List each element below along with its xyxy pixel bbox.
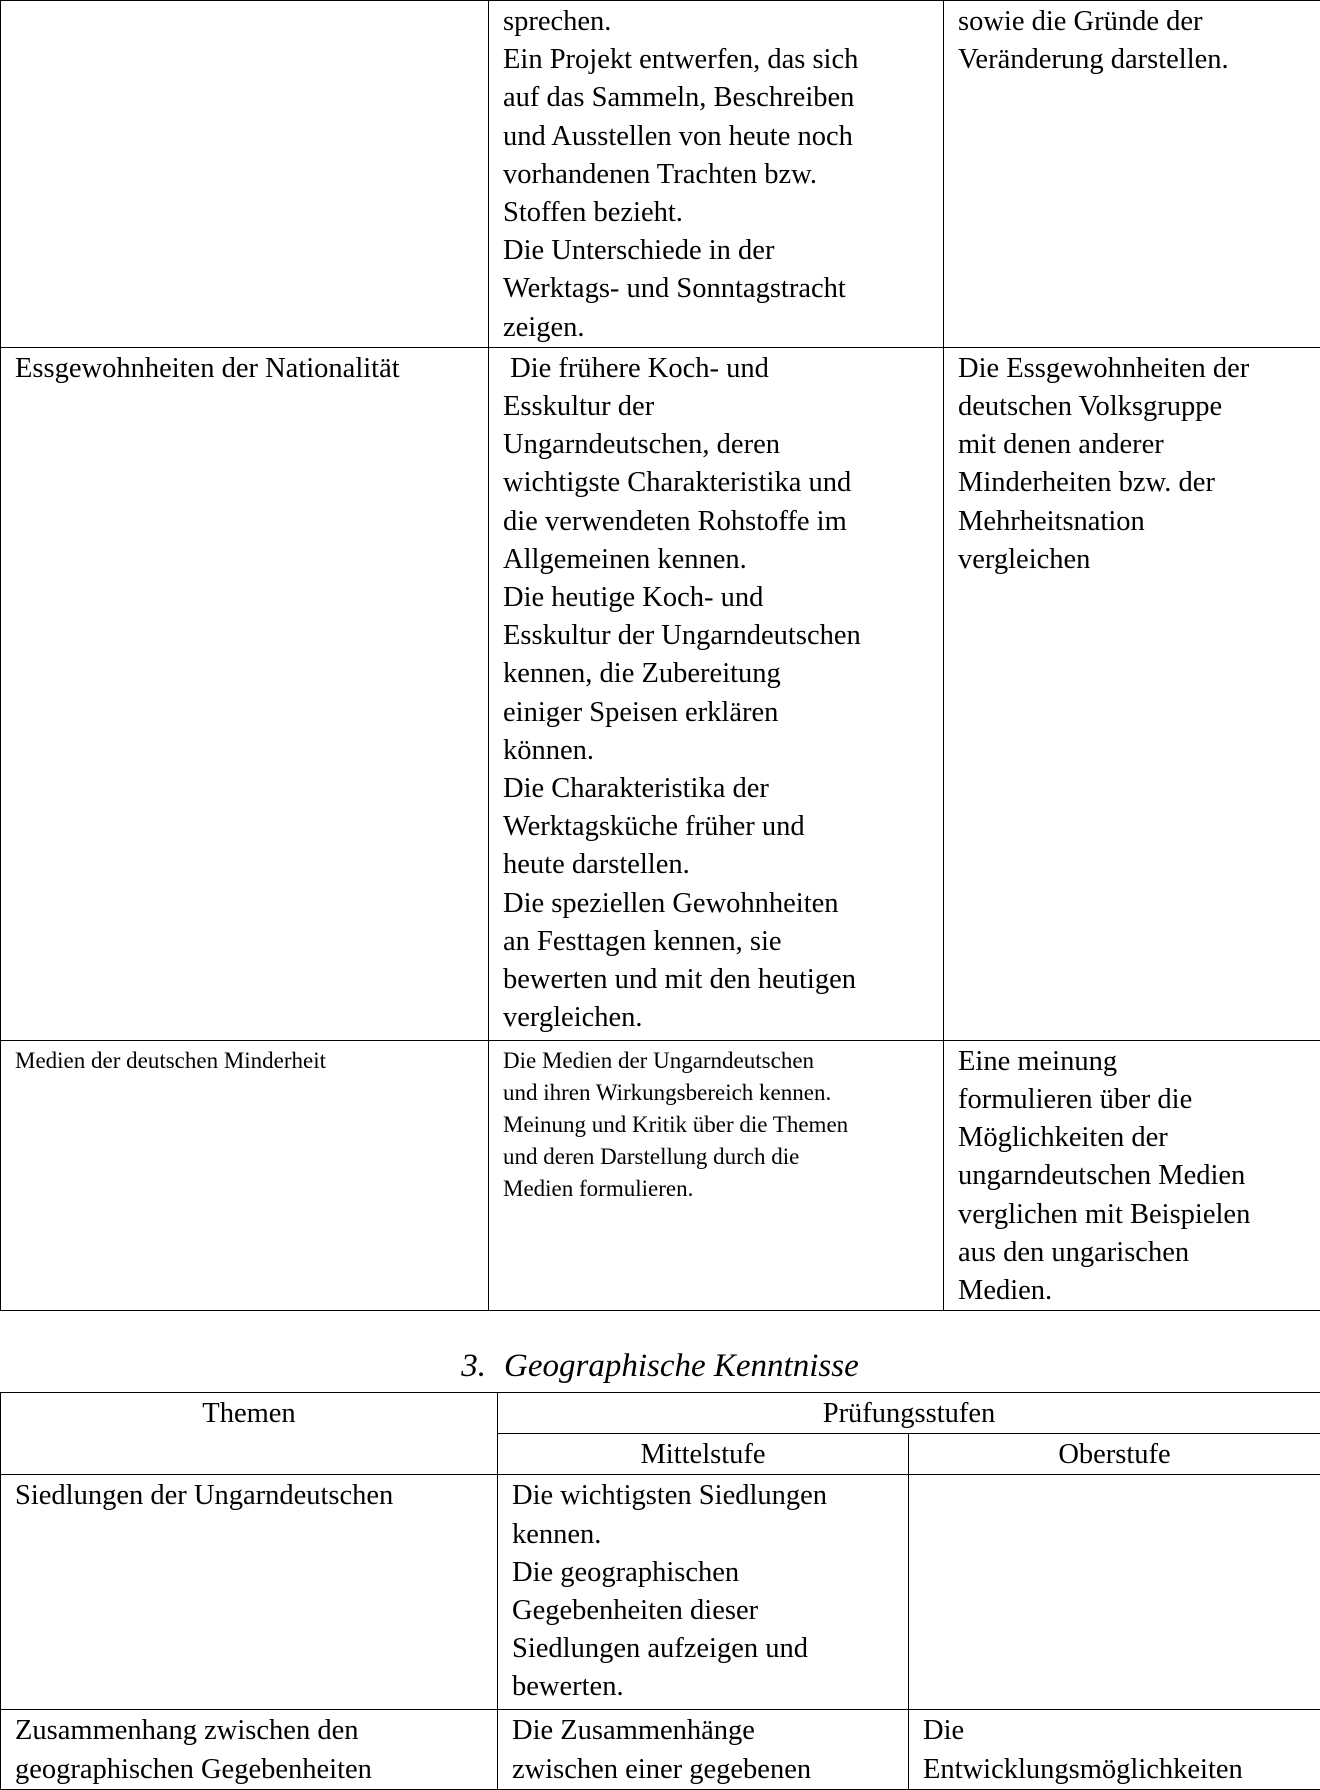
cell-line: ungarndeutschen Medien bbox=[958, 1157, 1320, 1195]
section-number: 3. bbox=[461, 1348, 486, 1384]
header-label: Prüfungsstufen bbox=[498, 1395, 1320, 1433]
topic-cell bbox=[1, 1, 489, 348]
cell-line: vorhandenen Trachten bzw. bbox=[503, 156, 943, 194]
cell-line: Gegebenheiten dieser bbox=[512, 1592, 908, 1630]
cell-line: deutschen Volksgruppe bbox=[958, 388, 1320, 426]
cell-line: aus den ungarischen bbox=[958, 1234, 1320, 1272]
upper-level-cell bbox=[944, 1040, 1320, 1310]
cell-line: wichtigste Charakteristika und bbox=[503, 464, 943, 502]
table-row bbox=[1, 1, 1320, 348]
header-label: Oberstufe bbox=[909, 1436, 1320, 1474]
curriculum-table-geography bbox=[0, 1392, 1320, 1790]
cell-line: Entwicklungsmöglichkeiten bbox=[923, 1751, 1320, 1789]
cell-line: Möglichkeiten der bbox=[958, 1119, 1320, 1157]
cell-line: Zusammenhang zwischen den bbox=[15, 1712, 497, 1750]
middle-level-cell bbox=[489, 347, 944, 1040]
middle-level-cell bbox=[489, 1040, 944, 1310]
cell-line: Stoffen bezieht. bbox=[503, 194, 943, 232]
cell-line: sowie die Gründe der bbox=[958, 3, 1320, 41]
cell-line: Die Unterschiede in der bbox=[503, 232, 943, 270]
upper-level-cell bbox=[909, 1475, 1320, 1710]
cell-line: Siedlungen aufzeigen und bbox=[512, 1630, 908, 1668]
header-middle-level bbox=[498, 1434, 909, 1475]
middle-level-cell bbox=[498, 1710, 909, 1790]
cell-line: Ein Projekt entwerfen, das sich bbox=[503, 41, 943, 79]
table-row bbox=[1, 1710, 1320, 1790]
cell-line: Veränderung darstellen. bbox=[958, 41, 1320, 79]
cell-line: Die bbox=[923, 1712, 1320, 1750]
cell-line: formulieren über die bbox=[958, 1081, 1320, 1119]
cell-line: verglichen mit Beispielen bbox=[958, 1196, 1320, 1234]
cell-line: Die geographischen bbox=[512, 1554, 908, 1592]
section-title: Geographische Kenntnisse bbox=[504, 1348, 859, 1384]
topic-text: Medien der deutschen Minderheit bbox=[15, 1045, 488, 1077]
cell-line: Die frühere Koch- und bbox=[503, 350, 943, 388]
cell-line: Die Medien der Ungarndeutschen bbox=[503, 1045, 943, 1077]
cell-line: auf das Sammeln, Beschreiben bbox=[503, 79, 943, 117]
cell-line: Werktagsküche früher und bbox=[503, 808, 943, 846]
table-row bbox=[1, 347, 1320, 1040]
cell-line: zwischen einer gegebenen bbox=[512, 1751, 908, 1789]
cell-line: sprechen. bbox=[503, 3, 943, 41]
middle-level-cell bbox=[489, 1, 944, 348]
cell-line: und deren Darstellung durch die bbox=[503, 1141, 943, 1173]
upper-level-cell bbox=[944, 1, 1320, 348]
cell-line: Esskultur der bbox=[503, 388, 943, 426]
cell-line: Eine meinung bbox=[958, 1043, 1320, 1081]
cell-line: kennen, die Zubereitung bbox=[503, 655, 943, 693]
topic-text: Essgewohnheiten der Nationalität bbox=[15, 350, 488, 388]
cell-line: Esskultur der Ungarndeutschen bbox=[503, 617, 943, 655]
cell-line: Die Essgewohnheiten der bbox=[958, 350, 1320, 388]
cell-line: die verwendeten Rohstoffe im bbox=[503, 503, 943, 541]
table-row bbox=[1, 1475, 1320, 1710]
cell-line: heute darstellen. bbox=[503, 846, 943, 884]
section-heading bbox=[0, 1346, 1320, 1386]
topic-cell bbox=[1, 347, 489, 1040]
header-topics bbox=[1, 1393, 498, 1475]
header-label: Themen bbox=[1, 1395, 497, 1433]
cell-line: vergleichen. bbox=[503, 999, 943, 1037]
cell-line: geographischen Gegebenheiten bbox=[15, 1751, 497, 1789]
upper-level-cell bbox=[944, 347, 1320, 1040]
cell-line: einiger Speisen erklären bbox=[503, 694, 943, 732]
topic-cell bbox=[1, 1040, 489, 1310]
cell-line: zeigen. bbox=[503, 309, 943, 347]
cell-line: Werktags- und Sonntagstracht bbox=[503, 270, 943, 308]
header-upper-level bbox=[909, 1434, 1320, 1475]
cell-line: kennen. bbox=[512, 1516, 908, 1554]
cell-line: Die Zusammenhänge bbox=[512, 1712, 908, 1750]
cell-line: Meinung und Kritik über die Themen bbox=[503, 1109, 943, 1141]
topic-cell bbox=[1, 1710, 498, 1790]
cell-line: Siedlungen der Ungarndeutschen bbox=[15, 1477, 497, 1515]
cell-line: Ungarndeutschen, deren bbox=[503, 426, 943, 464]
cell-line: mit denen anderer bbox=[958, 426, 1320, 464]
middle-level-cell bbox=[498, 1475, 909, 1710]
cell-line: Medien formulieren. bbox=[503, 1173, 943, 1205]
cell-line: vergleichen bbox=[958, 541, 1320, 579]
cell-line: Die wichtigsten Siedlungen bbox=[512, 1477, 908, 1515]
cell-line: Minderheiten bzw. der bbox=[958, 464, 1320, 502]
cell-line: Die speziellen Gewohnheiten bbox=[503, 885, 943, 923]
cell-line: Die Charakteristika der bbox=[503, 770, 943, 808]
cell-line: und ihren Wirkungsbereich kennen. bbox=[503, 1077, 943, 1109]
cell-line: Allgemeinen kennen. bbox=[503, 541, 943, 579]
cell-line: können. bbox=[503, 732, 943, 770]
upper-level-cell bbox=[909, 1710, 1320, 1790]
cell-line: bewerten und mit den heutigen bbox=[503, 961, 943, 999]
cell-line: Die heutige Koch- und bbox=[503, 579, 943, 617]
header-label: Mittelstufe bbox=[498, 1436, 908, 1474]
cell-line: Medien. bbox=[958, 1272, 1320, 1310]
table-row bbox=[1, 1040, 1320, 1310]
cell-line: bewerten. bbox=[512, 1668, 908, 1706]
cell-line: und Ausstellen von heute noch bbox=[503, 118, 943, 156]
header-exam-levels bbox=[498, 1393, 1320, 1434]
cell-line: Mehrheitsnation bbox=[958, 503, 1320, 541]
cell-line: an Festtagen kennen, sie bbox=[503, 923, 943, 961]
topic-cell bbox=[1, 1475, 498, 1710]
table-header-row bbox=[1, 1393, 1320, 1434]
